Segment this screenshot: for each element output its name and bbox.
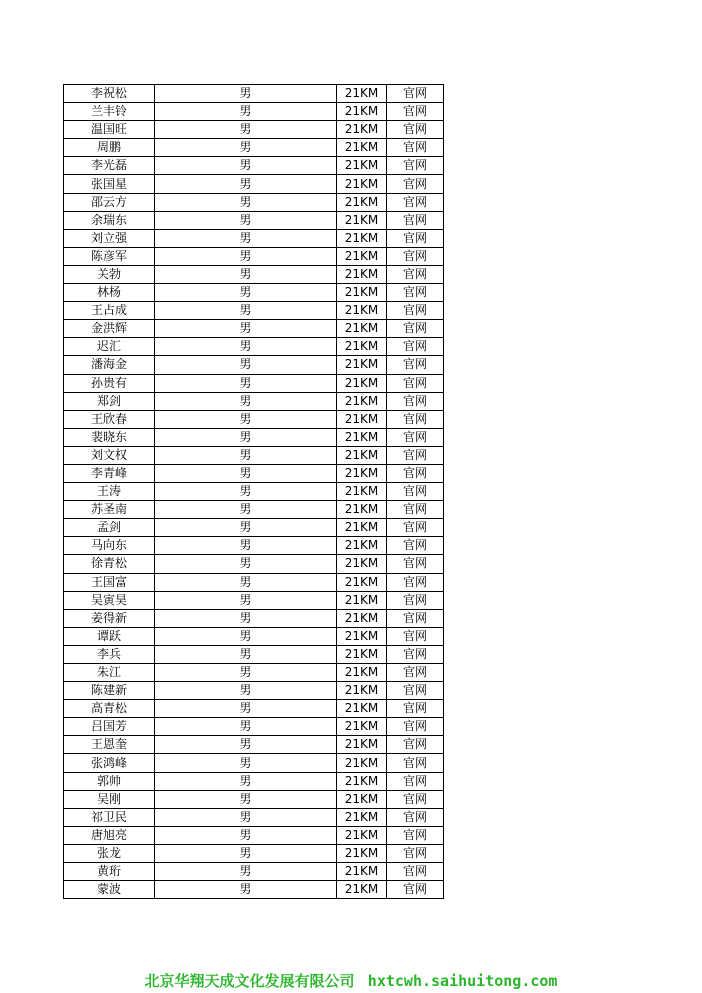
- cell-gender: 男: [155, 754, 337, 772]
- cell-gender: 男: [155, 501, 337, 519]
- cell-name: 王欣春: [64, 410, 155, 428]
- cell-distance: 21KM: [337, 157, 387, 175]
- cell-distance: 21KM: [337, 302, 387, 320]
- cell-distance: 21KM: [337, 121, 387, 139]
- cell-gender: 男: [155, 645, 337, 663]
- cell-distance: 21KM: [337, 446, 387, 464]
- table-row: [64, 573, 444, 591]
- cell-name: 郭帅: [64, 772, 155, 790]
- table-row: [64, 483, 444, 501]
- cell-name: 兰丰铃: [64, 103, 155, 121]
- cell-distance: 21KM: [337, 374, 387, 392]
- cell-source: 官网: [387, 157, 444, 175]
- cell-source: 官网: [387, 211, 444, 229]
- cell-name: 林杨: [64, 284, 155, 302]
- table-row: [64, 718, 444, 736]
- cell-gender: 男: [155, 826, 337, 844]
- cell-source: 官网: [387, 826, 444, 844]
- cell-distance: 21KM: [337, 573, 387, 591]
- cell-gender: 男: [155, 519, 337, 537]
- cell-source: 官网: [387, 555, 444, 573]
- table-row: [64, 790, 444, 808]
- cell-distance: 21KM: [337, 609, 387, 627]
- cell-source: 官网: [387, 790, 444, 808]
- cell-source: 官网: [387, 664, 444, 682]
- table-row: [64, 591, 444, 609]
- cell-distance: 21KM: [337, 700, 387, 718]
- table-row: [64, 428, 444, 446]
- cell-gender: 男: [155, 844, 337, 862]
- cell-distance: 21KM: [337, 627, 387, 645]
- cell-source: 官网: [387, 175, 444, 193]
- cell-distance: 21KM: [337, 229, 387, 247]
- cell-source: 官网: [387, 446, 444, 464]
- table-row: [64, 736, 444, 754]
- cell-source: 官网: [387, 501, 444, 519]
- cell-source: 官网: [387, 338, 444, 356]
- cell-gender: 男: [155, 664, 337, 682]
- cell-gender: 男: [155, 609, 337, 627]
- cell-source: 官网: [387, 627, 444, 645]
- table-row: [64, 555, 444, 573]
- table-row: [64, 320, 444, 338]
- table-row: [64, 808, 444, 826]
- cell-distance: 21KM: [337, 537, 387, 555]
- cell-gender: 男: [155, 157, 337, 175]
- table-row: [64, 265, 444, 283]
- table-row: [64, 247, 444, 265]
- table-row: [64, 537, 444, 555]
- cell-source: 官网: [387, 320, 444, 338]
- cell-distance: 21KM: [337, 682, 387, 700]
- cell-gender: 男: [155, 555, 337, 573]
- cell-source: 官网: [387, 428, 444, 446]
- cell-distance: 21KM: [337, 464, 387, 482]
- cell-source: 官网: [387, 356, 444, 374]
- cell-source: 官网: [387, 573, 444, 591]
- cell-name: 苏圣南: [64, 501, 155, 519]
- cell-gender: 男: [155, 338, 337, 356]
- cell-distance: 21KM: [337, 483, 387, 501]
- cell-name: 余瑞东: [64, 211, 155, 229]
- cell-gender: 男: [155, 410, 337, 428]
- table-row: [64, 103, 444, 121]
- cell-name: 吕国芳: [64, 718, 155, 736]
- cell-distance: 21KM: [337, 501, 387, 519]
- cell-source: 官网: [387, 410, 444, 428]
- cell-name: 王占成: [64, 302, 155, 320]
- cell-name: 张龙: [64, 844, 155, 862]
- cell-distance: 21KM: [337, 844, 387, 862]
- cell-source: 官网: [387, 519, 444, 537]
- cell-name: 吴刚: [64, 790, 155, 808]
- table-row: [64, 627, 444, 645]
- cell-name: 王国富: [64, 573, 155, 591]
- cell-source: 官网: [387, 85, 444, 103]
- cell-name: 迟汇: [64, 338, 155, 356]
- cell-distance: 21KM: [337, 410, 387, 428]
- cell-gender: 男: [155, 808, 337, 826]
- cell-gender: 男: [155, 302, 337, 320]
- cell-source: 官网: [387, 392, 444, 410]
- cell-name: 刘立强: [64, 229, 155, 247]
- cell-distance: 21KM: [337, 736, 387, 754]
- table-row: [64, 392, 444, 410]
- cell-gender: 男: [155, 175, 337, 193]
- table-row: [64, 881, 444, 899]
- cell-gender: 男: [155, 356, 337, 374]
- cell-distance: 21KM: [337, 881, 387, 899]
- table-row: [64, 700, 444, 718]
- cell-name: 温国旺: [64, 121, 155, 139]
- cell-name: 邵云方: [64, 193, 155, 211]
- table-row: [64, 754, 444, 772]
- cell-gender: 男: [155, 103, 337, 121]
- cell-distance: 21KM: [337, 85, 387, 103]
- cell-gender: 男: [155, 374, 337, 392]
- cell-source: 官网: [387, 591, 444, 609]
- cell-gender: 男: [155, 284, 337, 302]
- cell-gender: 男: [155, 85, 337, 103]
- cell-source: 官网: [387, 139, 444, 157]
- cell-source: 官网: [387, 682, 444, 700]
- cell-gender: 男: [155, 320, 337, 338]
- cell-distance: 21KM: [337, 103, 387, 121]
- cell-name: 吴寅昊: [64, 591, 155, 609]
- cell-name: 张鸿峰: [64, 754, 155, 772]
- table-row: [64, 157, 444, 175]
- cell-name: 裴晓东: [64, 428, 155, 446]
- cell-source: 官网: [387, 844, 444, 862]
- table-row: [64, 772, 444, 790]
- cell-gender: 男: [155, 193, 337, 211]
- cell-gender: 男: [155, 211, 337, 229]
- cell-source: 官网: [387, 121, 444, 139]
- cell-name: 陈彦军: [64, 247, 155, 265]
- cell-gender: 男: [155, 464, 337, 482]
- cell-name: 潘海金: [64, 356, 155, 374]
- cell-name: 孙贵有: [64, 374, 155, 392]
- cell-gender: 男: [155, 446, 337, 464]
- cell-name: 马向东: [64, 537, 155, 555]
- table-row: [64, 410, 444, 428]
- cell-distance: 21KM: [337, 555, 387, 573]
- cell-gender: 男: [155, 229, 337, 247]
- cell-gender: 男: [155, 121, 337, 139]
- table-row: [64, 211, 444, 229]
- cell-name: 关勃: [64, 265, 155, 283]
- cell-name: 黄珩: [64, 863, 155, 881]
- cell-source: 官网: [387, 772, 444, 790]
- cell-distance: 21KM: [337, 826, 387, 844]
- cell-gender: 男: [155, 682, 337, 700]
- footer-url[interactable]: hxtcwh.saihuitong.com: [367, 972, 558, 990]
- cell-distance: 21KM: [337, 193, 387, 211]
- table-row: [64, 229, 444, 247]
- cell-name: 陈建新: [64, 682, 155, 700]
- cell-distance: 21KM: [337, 664, 387, 682]
- table-row: [64, 501, 444, 519]
- cell-distance: 21KM: [337, 175, 387, 193]
- cell-distance: 21KM: [337, 265, 387, 283]
- table-row: [64, 446, 444, 464]
- cell-name: 李兵: [64, 645, 155, 663]
- cell-distance: 21KM: [337, 247, 387, 265]
- cell-name: 唐旭亮: [64, 826, 155, 844]
- cell-gender: 男: [155, 881, 337, 899]
- cell-gender: 男: [155, 483, 337, 501]
- cell-source: 官网: [387, 193, 444, 211]
- cell-name: 朱江: [64, 664, 155, 682]
- cell-source: 官网: [387, 247, 444, 265]
- cell-distance: 21KM: [337, 591, 387, 609]
- table-row: [64, 374, 444, 392]
- cell-name: 谭跃: [64, 627, 155, 645]
- table-row: [64, 645, 444, 663]
- cell-gender: 男: [155, 573, 337, 591]
- cell-distance: 21KM: [337, 754, 387, 772]
- roster-body: [64, 85, 444, 899]
- cell-distance: 21KM: [337, 320, 387, 338]
- cell-name: 孟剑: [64, 519, 155, 537]
- cell-source: 官网: [387, 265, 444, 283]
- cell-name: 李祝松: [64, 85, 155, 103]
- roster-table: [63, 84, 444, 899]
- cell-distance: 21KM: [337, 790, 387, 808]
- cell-source: 官网: [387, 374, 444, 392]
- table-row: [64, 464, 444, 482]
- cell-source: 官网: [387, 229, 444, 247]
- cell-gender: 男: [155, 627, 337, 645]
- cell-source: 官网: [387, 103, 444, 121]
- cell-gender: 男: [155, 392, 337, 410]
- cell-source: 官网: [387, 881, 444, 899]
- table-row: [64, 121, 444, 139]
- cell-source: 官网: [387, 609, 444, 627]
- cell-name: 蒙波: [64, 881, 155, 899]
- cell-source: 官网: [387, 645, 444, 663]
- cell-gender: 男: [155, 591, 337, 609]
- cell-source: 官网: [387, 464, 444, 482]
- cell-gender: 男: [155, 139, 337, 157]
- table-row: [64, 682, 444, 700]
- table-row: [64, 175, 444, 193]
- cell-gender: 男: [155, 718, 337, 736]
- table-row: [64, 826, 444, 844]
- cell-distance: 21KM: [337, 356, 387, 374]
- cell-name: 郑剑: [64, 392, 155, 410]
- cell-distance: 21KM: [337, 645, 387, 663]
- cell-distance: 21KM: [337, 284, 387, 302]
- cell-gender: 男: [155, 700, 337, 718]
- cell-gender: 男: [155, 736, 337, 754]
- cell-distance: 21KM: [337, 519, 387, 537]
- cell-source: 官网: [387, 537, 444, 555]
- cell-gender: 男: [155, 265, 337, 283]
- cell-name: 金洪辉: [64, 320, 155, 338]
- cell-gender: 男: [155, 537, 337, 555]
- cell-source: 官网: [387, 808, 444, 826]
- cell-name: 张国星: [64, 175, 155, 193]
- cell-source: 官网: [387, 284, 444, 302]
- table-row: [64, 284, 444, 302]
- table-row: [64, 609, 444, 627]
- cell-gender: 男: [155, 772, 337, 790]
- footer-company: 北京华翔天成文化发展有限公司: [144, 972, 355, 990]
- cell-distance: 21KM: [337, 718, 387, 736]
- table-row: [64, 844, 444, 862]
- cell-distance: 21KM: [337, 211, 387, 229]
- cell-distance: 21KM: [337, 338, 387, 356]
- table-row: [64, 863, 444, 881]
- cell-name: 高青松: [64, 700, 155, 718]
- cell-gender: 男: [155, 863, 337, 881]
- table-row: [64, 139, 444, 157]
- cell-source: 官网: [387, 754, 444, 772]
- table-row: [64, 338, 444, 356]
- cell-distance: 21KM: [337, 772, 387, 790]
- table-row: [64, 193, 444, 211]
- cell-name: 徐青松: [64, 555, 155, 573]
- table-row: [64, 519, 444, 537]
- cell-name: 刘文权: [64, 446, 155, 464]
- cell-gender: 男: [155, 428, 337, 446]
- cell-source: 官网: [387, 736, 444, 754]
- cell-distance: 21KM: [337, 392, 387, 410]
- cell-gender: 男: [155, 790, 337, 808]
- table-row: [64, 85, 444, 103]
- cell-distance: 21KM: [337, 863, 387, 881]
- cell-source: 官网: [387, 718, 444, 736]
- cell-source: 官网: [387, 700, 444, 718]
- cell-source: 官网: [387, 302, 444, 320]
- cell-distance: 21KM: [337, 808, 387, 826]
- table-row: [64, 356, 444, 374]
- footer-watermark: [0, 970, 702, 991]
- cell-distance: 21KM: [337, 139, 387, 157]
- table-row: [64, 302, 444, 320]
- cell-source: 官网: [387, 483, 444, 501]
- cell-name: 王涛: [64, 483, 155, 501]
- cell-name: 李光磊: [64, 157, 155, 175]
- cell-name: 祁卫民: [64, 808, 155, 826]
- cell-source: 官网: [387, 863, 444, 881]
- cell-distance: 21KM: [337, 428, 387, 446]
- cell-name: 周鹏: [64, 139, 155, 157]
- table-row: [64, 664, 444, 682]
- cell-name: 姜得新: [64, 609, 155, 627]
- cell-name: 李青峰: [64, 464, 155, 482]
- cell-name: 王恩奎: [64, 736, 155, 754]
- cell-gender: 男: [155, 247, 337, 265]
